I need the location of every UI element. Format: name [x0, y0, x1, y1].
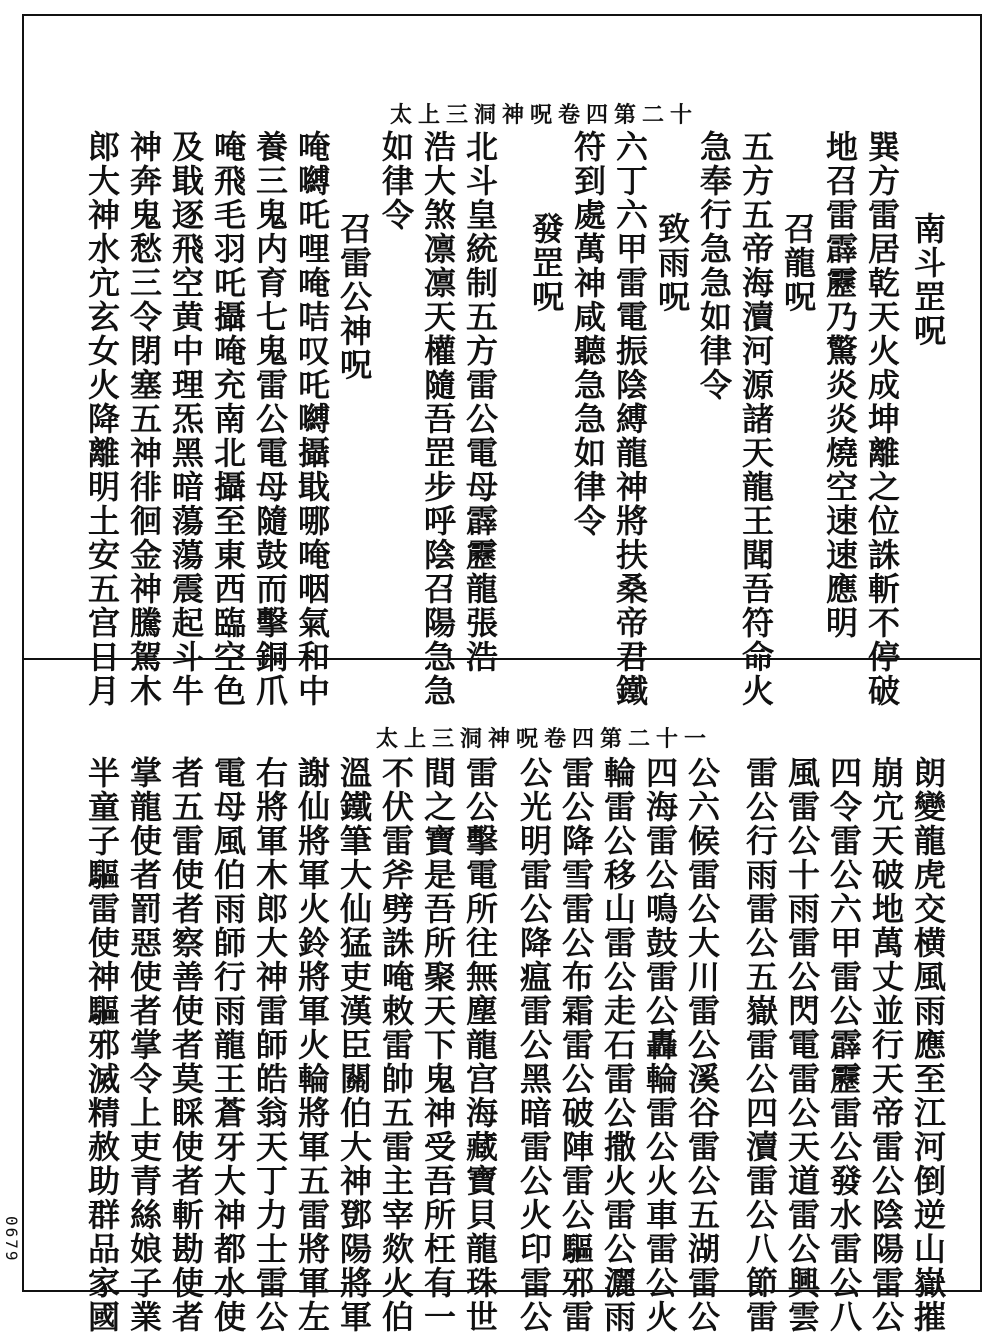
text-column: 公六候雷公大川雷公溪谷雷公五湖雷公: [683, 756, 721, 1334]
text-column: 四令雷公六甲雷公霹靂雷公發水雷公八: [825, 756, 863, 1334]
text-column: 輪雷公移山雷公走石雷公撒火雷公灑雨: [599, 756, 637, 1334]
text-column: 地召雷霹靂乃驚炎炎燒空速速應明: [821, 130, 859, 640]
text-column: 雷公降雪雷公布霜雷公破陣雷公驅邪雷: [557, 756, 595, 1334]
text-column: 間之寶是吾所聚天下鬼神受吾所枉有一: [419, 756, 457, 1334]
text-column: 不伏雷斧劈誅唵敕雷帥五雷主宰欻火伯: [377, 756, 415, 1334]
bottom-running-header: 太上三洞神呪卷四第二十一: [375, 726, 712, 752]
text-column: 發罡呪: [527, 212, 565, 314]
text-column: 風雷公十雨雷公閃電雷公天道雷公興雲: [783, 756, 821, 1334]
text-column: 如律令: [377, 130, 415, 232]
text-column: 五方五帝海瀆河源諸天龍王聞吾符命火: [737, 130, 775, 708]
text-column: 巽方雷居乾天火成坤離之位誅斬不停破: [863, 130, 901, 708]
text-column: 唵飛毛羽吒攝唵充南北攝至東西臨空色: [209, 130, 247, 708]
text-column: 崩宂天破地萬丈並行天帝雷公陰陽雷公: [867, 756, 905, 1334]
text-column: 致雨呪: [653, 212, 691, 314]
page-number: 0679: [2, 1216, 21, 1263]
text-column: 謝仙將軍火鈴將軍火輪將軍五雷將軍左: [293, 756, 331, 1334]
text-column: 召雷公神呪: [335, 212, 373, 382]
text-column: 朗變龍虎交横風雨應至江河倒逆山嶽摧: [909, 756, 947, 1334]
text-column: 者五雷使者察善使者莫睬使者斬勘使者: [167, 756, 205, 1334]
text-column: 雷公行雨雷公五嶽雷公四瀆雷公八節雷: [741, 756, 779, 1334]
bottom-panel: [24, 660, 980, 1334]
text-column: 及戢逐飛空黄中理炁黑暗蕩蕩震起斗牛: [167, 130, 205, 708]
text-column: 六丁六甲雷電振陰縛龍神將扶桑帝君鐵: [611, 130, 649, 708]
text-column: 南斗罡呪: [909, 212, 947, 348]
text-column: 召龍呪: [779, 212, 817, 314]
top-running-header: 太上三洞神呪卷四第二十: [389, 102, 698, 128]
text-column: 四海雷公鳴鼓雷公轟輪雷公火車雷公火: [641, 756, 679, 1334]
text-column: 電母風伯雨師行雨龍王蒼牙大神都水使: [209, 756, 247, 1334]
text-column: 公光明雷公降瘟雷公黑暗雷公火印雷公: [515, 756, 553, 1334]
text-column: 符到處萬神咸聽急急如律令: [569, 130, 607, 538]
text-column: 急奉行急急如律令: [695, 130, 733, 402]
text-column: 掌龍使者罰惡使者掌令上吏青絲娘子業: [125, 756, 163, 1334]
text-column: 溫鐵筆大仙猛吏漢臣關伯大神鄧陽將軍: [335, 756, 373, 1334]
text-column: 半童子驅雷使神驅邪滅精赦助群品家國: [83, 756, 121, 1334]
text-column: 右將軍木郎大神雷師皓翁天丁力士雷公: [251, 756, 289, 1334]
text-column: 養三鬼内育七鬼雷公電母隨鼓而擊銅爪: [251, 130, 289, 708]
top-panel: [24, 16, 980, 708]
text-column: 神奔鬼愁三令閉塞五神徘徊金神騰駕木: [125, 130, 163, 708]
text-column: 唵嚩吒哩唵咭叹吒嚩攝戢哪唵咽氣和中: [293, 130, 331, 708]
text-column: 雷公擊電所往無塵龍宫海藏寶貝龍珠世: [461, 756, 499, 1334]
text-column: 郎大神水宂玄女火降離明土安五宫日月: [83, 130, 121, 708]
text-column: 北斗皇統制五方雷公電母霹靂龍張浩: [461, 130, 499, 674]
text-column: 浩大煞凛凛天權隨吾罡步呼陰召陽急急: [419, 130, 457, 708]
